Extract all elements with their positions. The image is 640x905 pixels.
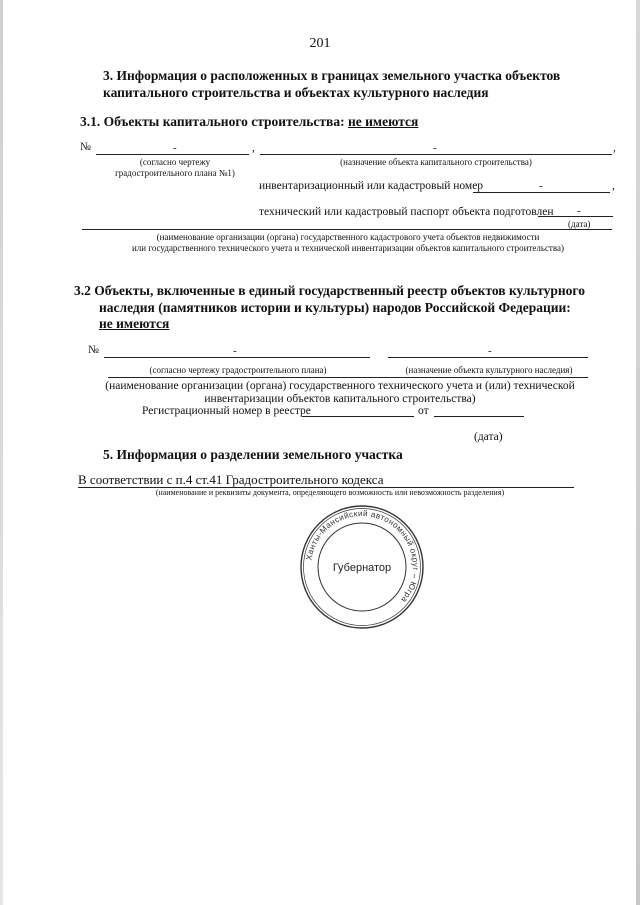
- scan-right-edge: [636, 0, 640, 905]
- governor-seal: [299, 504, 425, 630]
- section5-title: 5. Информация о разделении земельного участка: [103, 447, 403, 462]
- section31-caption-purpose: (назначение объекта капитального строительства): [340, 157, 532, 167]
- section31-inventory-label: инвентаризационный или кадастровый номер: [259, 180, 484, 192]
- section32-date-line: [434, 416, 524, 417]
- section32-org-line2: инвентаризации объектов капитального строительства): [204, 393, 476, 405]
- section3-title-line1: 3. Информация о расположенных в границах земельного участка объектов: [103, 68, 561, 83]
- section32-purpose-line: [388, 357, 588, 358]
- section31-passport-label: технический или кадастровый паспорт объекта подготовлен: [259, 206, 554, 218]
- section32-number-line: [104, 357, 370, 358]
- section31-title: [80, 114, 418, 130]
- section32-title-line2: наследия (памятников истории и культуры) народов Российской Федерации:: [99, 300, 571, 315]
- section31-title-text: 3.1. Объекты капитального строительства:: [80, 114, 345, 129]
- seal-ring-text: Ханты-Мансийский автономный округ – Югра: [304, 508, 421, 605]
- page-number: 201: [309, 36, 331, 51]
- section32-purpose-dash: -: [488, 345, 492, 357]
- section5-text: В соответствии с п.4 ст.41 Градостроительного кодекса: [78, 472, 384, 487]
- section31-comma1: ,: [252, 142, 255, 154]
- section3-title-line2: капитального строительства и объектах культурного наследия: [103, 85, 489, 100]
- section31-status: не имеются: [347, 114, 419, 129]
- section32-org-line1: (наименование организации (органа) государственного технического учета и (или) технической: [105, 380, 575, 392]
- section31-org-line: [82, 229, 612, 230]
- section31-purpose-line: [260, 154, 612, 155]
- section32-status: не имеются: [99, 316, 170, 331]
- scan-left-edge: [0, 0, 3, 905]
- section31-caption-plan-2: градостроительного плана №1): [115, 168, 235, 178]
- section31-passport-dash: -: [577, 205, 581, 217]
- section31-no-label: №: [80, 141, 91, 153]
- section32-date-caption: (дата): [474, 431, 503, 443]
- section5-caption: (наименование и реквизиты документа, определяющего возможность или невозможность разделения): [155, 488, 505, 497]
- section31-date-caption: (дата): [568, 219, 591, 229]
- section31-comma3: ,: [612, 180, 615, 192]
- section32-number-dash: -: [233, 345, 237, 357]
- section31-purpose-dash: -: [433, 142, 437, 154]
- seal-center-text: Губернатор: [332, 562, 392, 574]
- section32-caption-purpose: (назначение объекта культурного наследия): [405, 365, 573, 375]
- section32-org-line: [108, 377, 588, 378]
- section31-org-caption-2: или государственного технического учета и технической инвентаризации объектов капитального строительства): [131, 243, 564, 253]
- section31-org-caption-1: (наименование организации (органа) государственного кадастрового учета объектов недвижимости: [156, 232, 540, 242]
- section31-number-line: [96, 154, 249, 155]
- seal-graphic: [299, 504, 425, 630]
- section32-from-label: от: [418, 405, 429, 417]
- section31-comma2: ,: [613, 142, 616, 154]
- section32-title-line1: 3.2 Объекты, включенные в единый государственный реестр объектов культурного: [74, 283, 585, 298]
- section32-reg-label: Регистрационный номер в реестре: [142, 405, 311, 417]
- section32-caption-plan: (согласно чертежу градостроительного плана): [149, 365, 327, 375]
- section32-reg-line: [302, 416, 414, 417]
- section32-no-label: №: [88, 344, 99, 356]
- section31-passport-line: [538, 216, 613, 217]
- section31-inventory-dash: -: [539, 180, 543, 192]
- section31-inventory-line: [473, 192, 610, 193]
- section31-number-dash: -: [173, 142, 177, 154]
- section31-caption-plan-1: (согласно чертежу: [139, 157, 211, 167]
